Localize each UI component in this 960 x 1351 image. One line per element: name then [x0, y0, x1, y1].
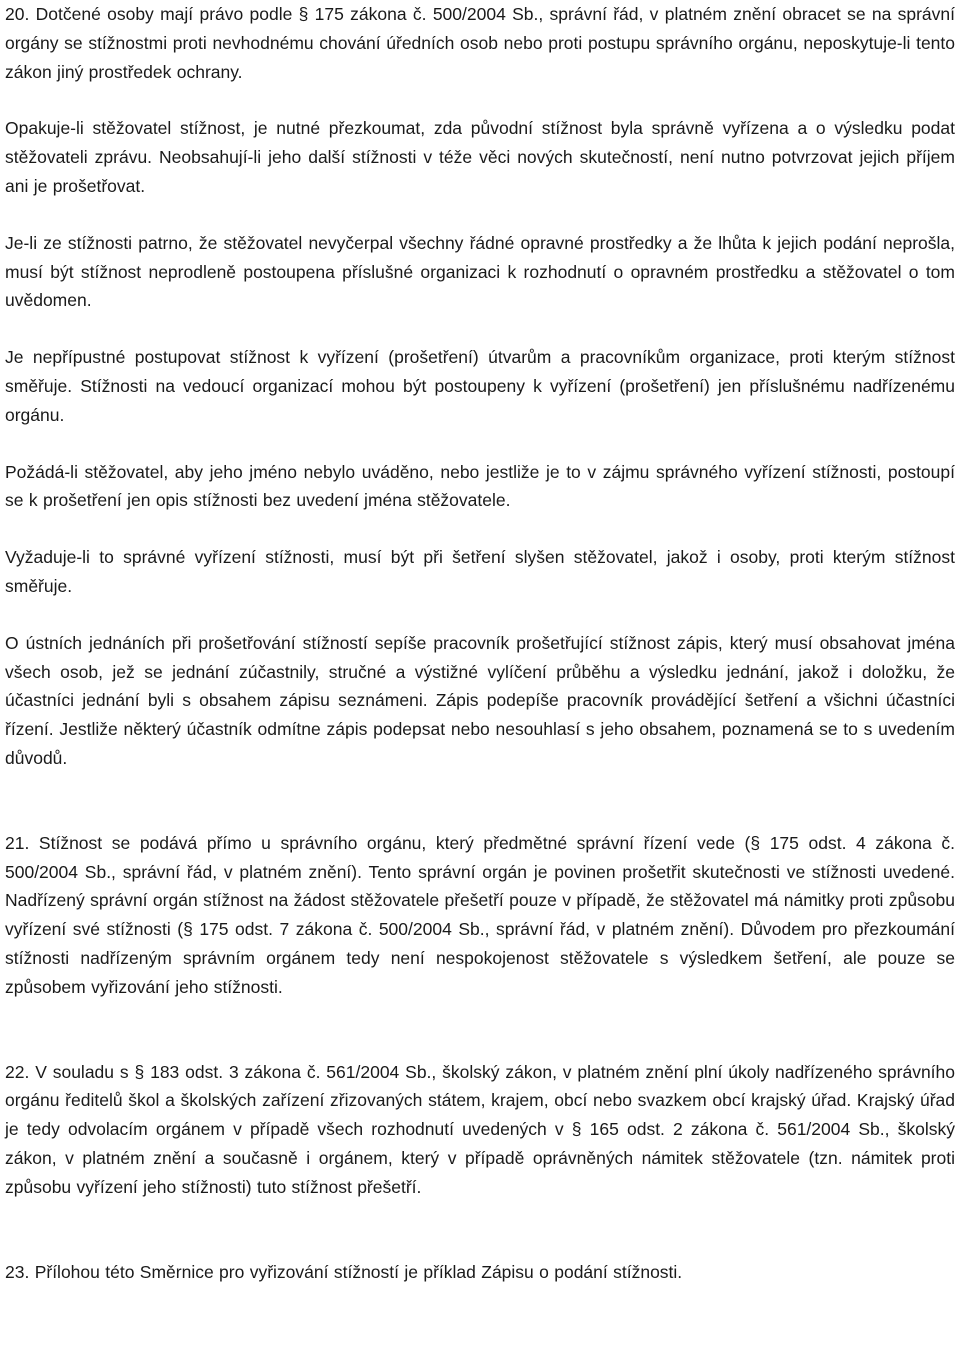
document-page — [5, 0, 955, 1286]
paragraph-hearing: Vyžaduje-li to správné vyřízení stížnosti, musí být při šetření slyšen stěžovatel, jakož i osoby, proti kterým stížnost směřuje. — [5, 547, 955, 596]
spacer — [5, 601, 955, 629]
paragraph-23: 23. Přílohou této Směrnice pro vyřizování stížností je příklad Zápisu o podání stížnosti. — [5, 1261, 683, 1282]
paragraph-forwarding: Je nepřípustné postupovat stížnost k vyřízení (prošetření) útvarům a pracovníkům organizace, proti kterým stížnost směřuje. Stížnosti na vedoucí organizací mohou být postoupeny k vyřízení (prošetření) jen příslušnému nadřízenému orgánu. — [5, 347, 955, 425]
spacer — [5, 315, 955, 343]
paragraph-20: 20. Dotčené osoby mají právo podle § 175 zákona č. 500/2004 Sb., správní řád, v platném znění obracet se na správní orgány se stížnostmi proti nevhodnému chování úředních osob nebo proti postupu správního orgánu, neposkytuje-li tento zákon jiný prostředek ochrany. — [5, 4, 955, 82]
paragraph-repeat-complaint: Opakuje-li stěžovatel stížnost, je nutné přezkoumat, zda původní stížnost byla správně vyřízena a o výsledku podat stěžovateli zprávu. Neobsahují-li jeho další stížnosti v téže věci nových skutečností, není nutno potvrzovat jejich příjem ani je prošetřovat. — [5, 118, 955, 196]
paragraph-oral-records: O ústních jednáních při prošetřování stížností sepíše pracovník prošetřující stížnost zápis, který musí obsahovat jména všech osob, jež se jednání zúčastnily, stručné a výstižné vylíčení průběhu a výsledku jednání, jakož i doložku, že účastníci jednání byli s obsahem zápisu seznámeni. Zápis podepíše pracovník provádějící šetření a všichni účastníci řízení. Jestliže některý účastník odmítne zápis podepsat nebo nesouhlasí s jeho obsahem, poznamená se to s uvedením důvodů. — [5, 632, 955, 768]
spacer — [5, 430, 955, 458]
spacer — [5, 1202, 955, 1258]
paragraph-remedies: Je-li ze stížnosti patrno, že stěžovatel nevyčerpal všechny řádné opravné prostředky a že lhůta k jejich podání neprošla, musí být stížnost neprodleně postoupena příslušné organizaci k rozhodnutí o opravném prostředku a stěžovatel o tom uvědomen. — [5, 232, 955, 311]
spacer — [5, 773, 955, 829]
spacer — [5, 515, 955, 543]
spacer — [5, 1002, 955, 1058]
spacer — [5, 86, 955, 114]
spacer — [5, 201, 955, 229]
paragraph-22: 22. V souladu s § 183 odst. 3 zákona č. 561/2004 Sb., školský zákon, v platném znění plní úkoly nadřízeného správního orgánu ředitelů škol a školských zařízení zřizovaných státem, krajem, obcí nebo svazkem obcí krajský úřad. Krajský úřad je tedy odvolacím orgánem v případě všech rozhodnutí uvedených v § 165 odst. 2 zákona č. 561/2004 Sb., školský zákon, v platném znění a současně i orgánem, který v případě oprávněných námitek stěžovatele (tzn. námitek proti způsobu vyřízení jeho stížnosti) tuto stížnost přešetří. — [5, 1061, 955, 1197]
paragraph-anonymity: Požádá-li stěžovatel, aby jeho jméno nebylo uváděno, nebo jestliže je to v zájmu správného vyřízení stížnosti, postoupí se k prošetření jen opis stížnosti bez uvedení jména stěžovatele. — [5, 461, 955, 511]
paragraph-21: 21. Stížnost se podává přímo u správního orgánu, který předmětné správní řízení vede (§ 175 odst. 4 zákona č. 500/2004 Sb., správní řád, v platném znění). Tento správní orgán je povinen prošetřit skutečnosti ve stížnosti uvedené. Nadřízený správní orgán stížnost na žádost stěžovatele přešetří pouze v případě, že stěžovatel má námitky proti způsobu vyřízení své stížnosti (§ 175 odst. 7 zákona č. 500/2004 Sb., správní řád, v platném znění). Důvodem pro přezkoumání stížnosti nadřízeným správním orgánem tedy není nespokojenost stěžovatele s výsledkem šetření, ale pouze se způsobem vyřizování jeho stížnosti. — [5, 832, 955, 997]
